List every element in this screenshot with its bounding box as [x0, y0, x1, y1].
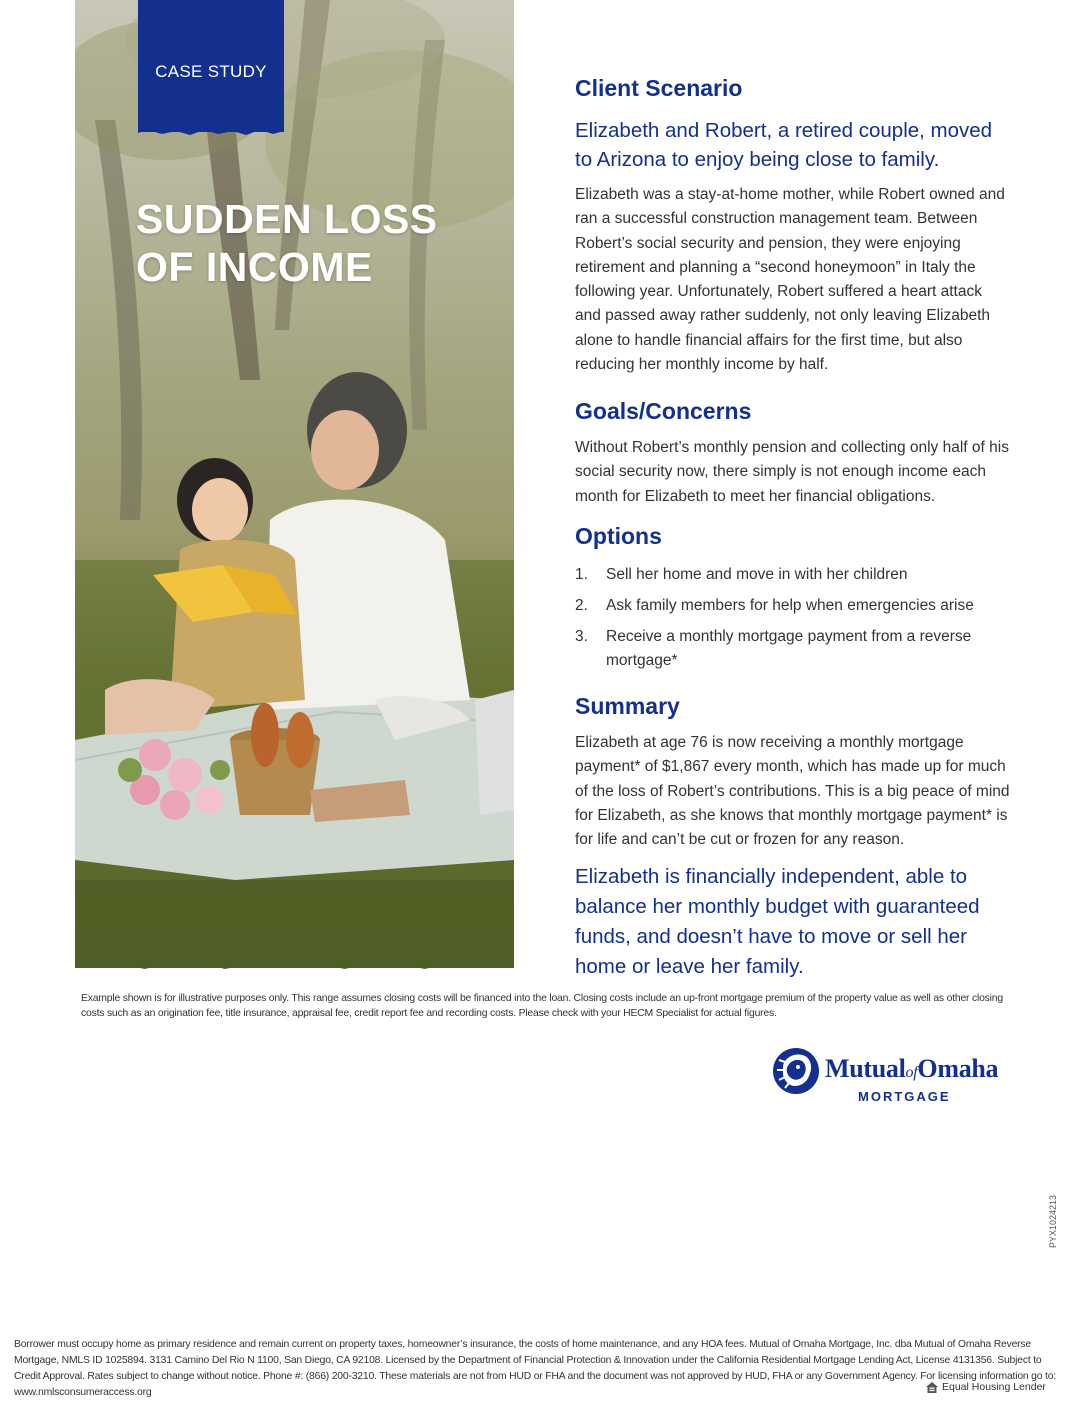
logo-wordmark [825, 1054, 998, 1084]
option-number: 1. [575, 566, 588, 583]
case-study-tag: CASE STUDY [138, 0, 284, 132]
hero-title [136, 195, 476, 291]
option-item [575, 594, 995, 618]
logo-word-of: of [905, 1064, 918, 1081]
tag-torn-edge [138, 124, 284, 138]
equal-housing-label: Equal Housing Lender [942, 1381, 1046, 1393]
option-number: 3. [575, 628, 588, 645]
hero-photo [75, 0, 514, 968]
park-picnic-illustration [75, 0, 514, 968]
options-list [575, 563, 995, 673]
summary-closing: Elizabeth is financially independent, able to balance her monthly budget with guaranteed funds, and doesn’t have to move or sell her home or leave her family. [575, 865, 980, 979]
option-text: Ask family members for help when emergencies arise [606, 597, 974, 614]
option-item [575, 625, 995, 673]
logo-word-mutual: Mutual [825, 1054, 906, 1083]
logo-word-omaha: Omaha [917, 1054, 999, 1083]
goals-heading: Goals/Concerns [575, 398, 752, 424]
option-item [575, 563, 995, 587]
goals-body: Without Robert’s monthly pension and collecting only half of his social security now, there simply is not enough income each month for Elizabeth to meet her financial obligations. [575, 439, 1009, 505]
hero-title-line-1: SUDDEN LOSS [136, 196, 438, 242]
document-code: PYX1024213 [1048, 1194, 1058, 1248]
option-text: Sell her home and move in with her children [606, 566, 908, 583]
options-heading: Options [575, 523, 662, 549]
summary-body: Elizabeth at age 76 is now receiving a monthly mortgage payment* of $1,867 every month, which has made up for much of the loss of Robert’s contributions. This is a big peace of mind for Elizabeth, as she knows that monthly mortgage payment* is for life and can’t be cut or frozen for any reason. [575, 734, 1010, 849]
mutual-of-omaha-logo [771, 1046, 1041, 1106]
torn-edge-decoration [75, 958, 514, 974]
option-text: Receive a monthly mortgage payment from a reverse mortgage* [606, 628, 972, 669]
summary-heading: Summary [575, 693, 680, 719]
option-number: 2. [575, 597, 588, 614]
client-scenario-lead: Elizabeth and Robert, a retired couple, moved to Arizona to enjoy being close to family. [575, 119, 993, 171]
house-icon [926, 1382, 938, 1393]
goals-section [575, 397, 1015, 509]
options-section [575, 522, 1015, 680]
summary-section [575, 692, 1015, 982]
client-scenario-section [575, 74, 1015, 377]
logo-subtitle: MORTGAGE [858, 1089, 951, 1104]
illustrative-disclaimer: Example shown is for illustrative purposes only. This range assumes closing costs will be financed into the loan. Closing costs include an up-front mortgage premium of the property value as well as other closing costs such as an origination fee, title insurance, appraisal fee, credit report fee and recording costs. Please check with your HECM Specialist for actual figures. [81, 993, 1003, 1019]
lion-head-icon [771, 1046, 821, 1096]
client-scenario-body: Elizabeth was a stay-at-home mother, while Robert owned and ran a successful construction management team. Between Robert’s social security and pension, they were enjoying retirement and planning a “second honeymoon” in Italy the following year. Unfortunately, Robert suffered a heart attack and passed away rather suddenly, not only leaving Elizabeth alone to handle financial affairs for the first time, but also reducing her monthly income by half. [575, 186, 1005, 374]
client-scenario-heading: Client Scenario [575, 75, 743, 101]
legal-footer: Borrower must occupy home as primary residence and remain current on property taxes, homeowner’s insurance, the costs of home maintenance, and any HOA fees. Mutual of Omaha Mortgage, Inc. dba Mutual of Omaha Reverse Mortgage, NMLS ID 1025894. 3131 Camino Del Rio N 1100, San Diego, CA 92108. Licensed by the Department of Financial Protection & Innovation under the California Residential Mortgage Lending Act, License 4131356. Subject to Credit Approval. Rates subject to change without notice. Phone #: (866) 200-3210. These materials are not from HUD or FHA and the document was not approved by HUD, FHA or any Government Agency. For licensing information go to: www.nmlsconsumeraccess.org [14, 1339, 1056, 1398]
equal-housing-lender [926, 1381, 1046, 1393]
hero-title-line-2: OF INCOME [136, 244, 373, 290]
